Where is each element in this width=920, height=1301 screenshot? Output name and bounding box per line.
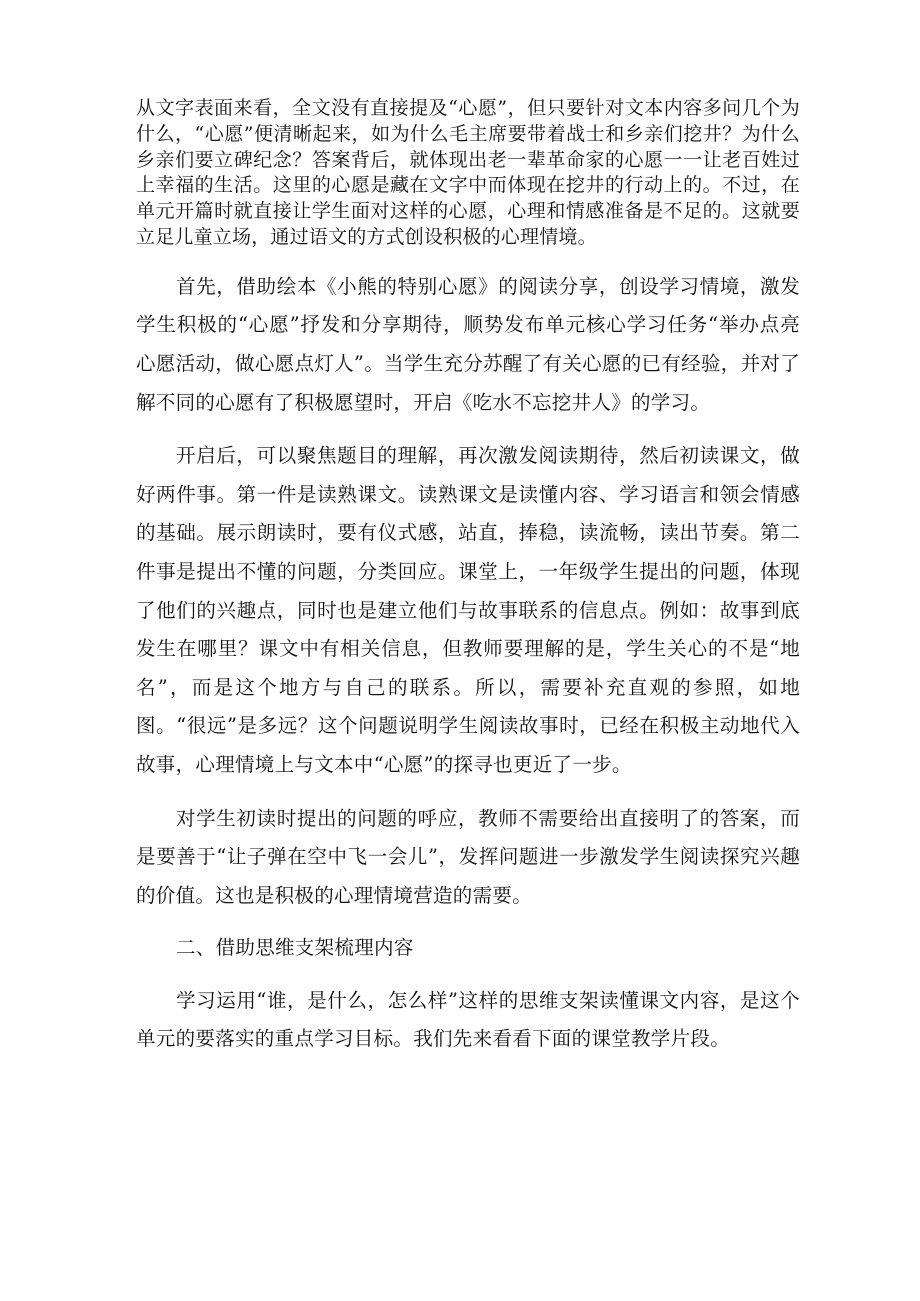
- paragraph-4: 对学生初读时提出的问题的呼应，教师不需要给出直接明了的答案，而是要善于“让子弹在空中飞一会儿”，发挥问题进一步激发学生阅读探究兴趣的价值。这也是积极的心理情境营造的需要。: [136, 806, 800, 907]
- paragraph-2: 首先，借助绘本《小熊的特别心愿》的阅读分享，创设学习情境，激发学生积极的“心愿”抒发和分享期待，顺势发布单元核心学习任务“举办点亮心愿活动，做心愿点灯人”。当学生充分苏醒了有关心愿的已有经验，并对了解不同的心愿有了积极愿望时，开启《吃水不忘挖井人》的学习。: [136, 274, 800, 414]
- paragraph-1: 从文字表面来看，全文没有直接提及“心愿”，但只要针对文本内容多问几个为什么，“心愿”便清晰起来，如为什么毛主席要带着战士和乡亲们挖井？为什么乡亲们要立碑纪念？答案背后，就体现出老一辈革命家的心愿一一让老百姓过上幸福的生活。这里的心愿是藏在文字中而体现在挖井的行动上的。不过，在单元开篇时就直接让学生面对这样的心愿，心理和情感准备是不足的。这就要立足儿童立场，通过语文的方式创设积极的心理情境。: [136, 97, 800, 248]
- section-heading: 二、借助思维支架梳理内容: [176, 936, 414, 960]
- document-page: [136, 96, 800, 1059]
- paragraph-5: 学习运用“谁，是什么，怎么样”这样的思维支架读懂课文内容，是这个单元的要落实的重点学习目标。我们先来看看下面的课堂教学片段。: [136, 988, 800, 1051]
- paragraph-3: 开启后，可以聚焦题目的理解，再次激发阅读期待，然后初读课文，做好两件事。第一件是读熟课文。读熟课文是读懂内容、学习语言和领会情感的基础。展示朗读时，要有仪式感，站直，捧稳，读流畅，读出节奏。第二件事是提出不懂的问题，分类回应。课堂上，一年级学生提出的问题，体现了他们的兴趣点，同时也是建立他们与故事联系的信息点。例如：故事到底发生在哪里？课文中有相关信息，但教师要理解的是，学生关心的不是“地名”，而是这个地方与自己的联系。所以，需要补充直观的参照，如地图。“很远”是多远？这个问题说明学生阅读故事时，已经在积极主动地代入故事，心理情境上与文本中“心愿”的探寻也更近了一步。: [136, 444, 800, 776]
